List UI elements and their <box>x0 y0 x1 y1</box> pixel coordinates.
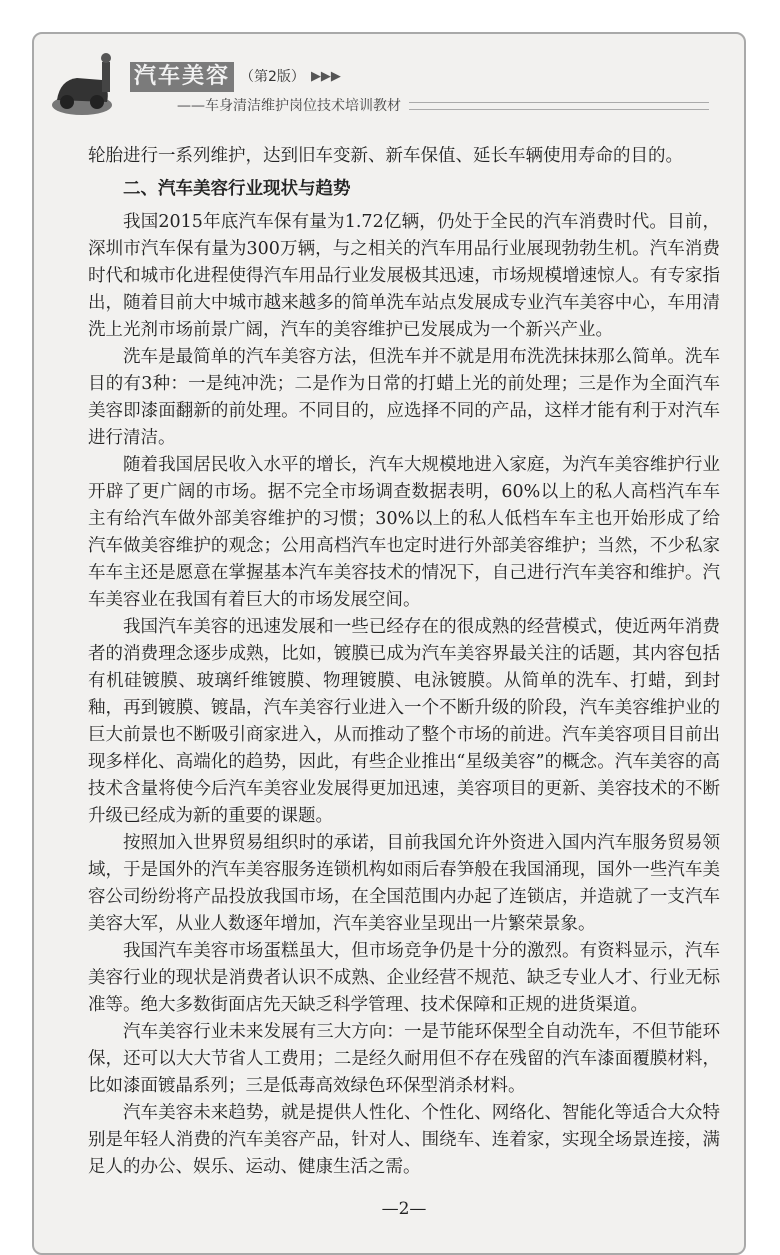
paragraph: 汽车美容行业未来发展有三大方向：一是节能环保型全自动洗车，不但节能环保，还可以大大节省人工费用；二是经久耐用但不存在残留的汽车漆面覆膜材料，比如漆面镀晶系列；三是低毒高效绿色环保型消杀材料。 <box>88 1022 720 1096</box>
edition-label: （第2版） <box>240 69 305 85</box>
book-title: 汽车美容 <box>130 62 234 92</box>
paragraph: 我国汽车美容市场蛋糕虽大，但市场竞争仍是十分的激烈。有资料显示，汽车美容行业的现状是消费者认识不成熟、企业经营不规范、缺乏专业人才、行业无标准等。绝大多数街面店先天缺乏科学管理、技术保障和正规的进货渠道。 <box>88 941 720 1015</box>
paragraph: 洗车是最简单的汽车美容方法，但洗车并不就是用布洗洗抹抹那么简单。洗车目的有3种：一是纯冲洗；二是作为日常的打蜡上光的前处理；三是作为全面汽车美容即漆面翻新的前处理。不同目的，应选择不同的产品，这样才能有利于对汽车进行清洁。 <box>88 347 720 448</box>
paragraph: 我国汽车美容的迅速发展和一些已经存在的很成熟的经营模式，使近两年消费者的消费理念逐步成熟，比如，镀膜已成为汽车美容界最关注的话题，其内容包括有机硅镀膜、玻璃纤维镀膜、物理镀膜、电泳镀膜。从简单的洗车、打蜡，到封釉，再到镀膜、镀晶，汽车美容行业进入一个不断升级的阶段，汽车美容维护业的巨大前景也不断吸引商家进入，从而推动了整个市场的前进。汽车美容项目目前出现多样化、高端化的趋势，因此，有些企业推出“星级美容”的概念。汽车美容的高技术含量将使今后汽车美容业发展得更加迅速，美容项目的更新、美容技术的不断升级已经成为新的重要的课题。 <box>88 617 720 826</box>
continuation-paragraph: 轮胎进行一系列维护，达到旧车变新、新车保值、延长车辆使用寿命的目的。 <box>88 146 683 166</box>
book-subtitle: ——车身清洁维护岗位技术培训教材 <box>177 98 401 114</box>
paragraph: 汽车美容未来趋势，就是提供人性化、个性化、网络化、智能化等适合大众特别是年轻人消费的汽车美容产品，针对人、围绕车、连着家，实现全场景连接，满足人的办公、娱乐、运动、健康生活之需。 <box>88 1103 720 1177</box>
arrows-icon: ▶▶▶ <box>310 69 341 84</box>
paragraph: 随着我国居民收入水平的增长，汽车大规模地进入家庭，为汽车美容维护行业开辟了更广阔的市场。据不完全市场调查数据表明，60%以上的私人高档汽车车主有给汽车做外部美容维护的习惯；30%以上的私人低档车车主也开始形成了给汽车做美容维护的观念；公用高档汽车也定时进行外部美容维护；当然，不少私家车车主还是愿意在掌握基本汽车美容技术的情况下，自己进行汽车美容和维护。汽车美容业在我国有着巨大的市场发展空间。 <box>88 455 720 610</box>
page-number: —2— <box>381 1199 427 1219</box>
paragraph: 我国2015年底汽车保有量为1.72亿辆，仍处于全民的汽车消费时代。目前，深圳市汽车保有量为300万辆，与之相关的汽车用品行业展现勃勃生机。汽车消费时代和城市化进程使得汽车用品行业发展极其迅速，市场规模增速惊人。有专家指出，随着目前大中城市越来越多的简单洗车站点发展成专业汽车美容中心，车用清洗上光剂市场前景广阔，汽车的美容维护已发展成为一个新兴产业。 <box>88 212 720 340</box>
paragraph: 按照加入世界贸易组织时的承诺，目前我国允许外资进入国内汽车服务贸易领域，于是国外的汽车美容服务连锁机构如雨后春笋般在我国涌现，国外一些汽车美容公司纷纷将产品投放我国市场，在全国范围内办起了连锁店，并造就了一支汽车美容大军，从业人数逐年增加，汽车美容业呈现出一片繁荣景象。 <box>88 833 720 934</box>
section-heading: 二、汽车美容行业现状与趋势 <box>123 179 351 199</box>
page-body <box>88 143 720 1181</box>
